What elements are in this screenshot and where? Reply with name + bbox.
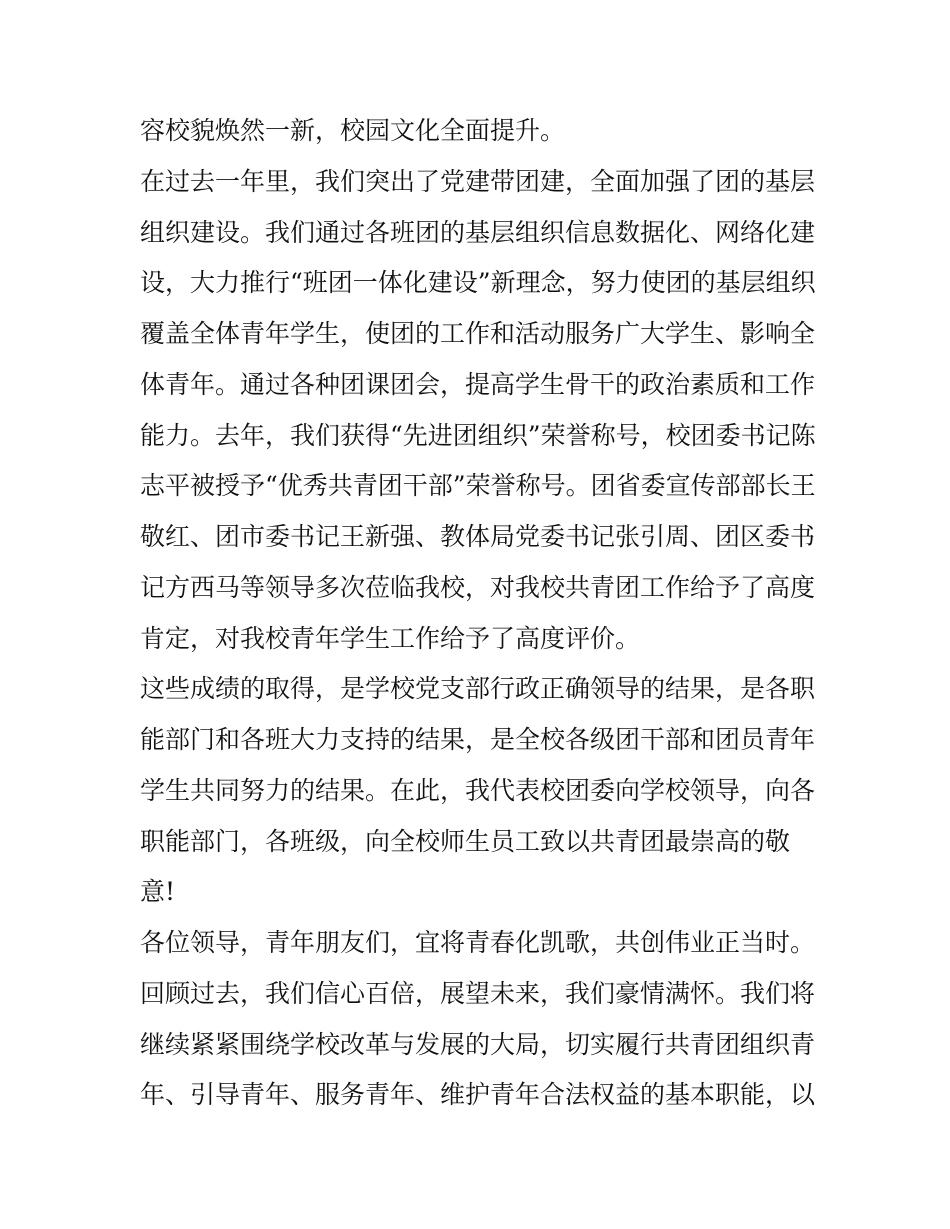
text-line: 各位领导，青年朋友们，宜将青春化凯歌，共创伟业正当时。 bbox=[140, 928, 816, 957]
text-line: 意! bbox=[140, 877, 176, 907]
text-line: 志平被授予“优秀共青团干部”荣誉称号。团省委宣传部部长王 bbox=[140, 471, 816, 501]
text-line: 设，大力推行“班团一体化建设”新理念，努力使团的基层组织 bbox=[140, 268, 816, 298]
text-line: 在过去一年里，我们突出了党建带团建，全面加强了团的基层 bbox=[140, 166, 816, 196]
text-line: 这些成绩的取得，是学校党支部行政正确领导的结果，是各职 bbox=[140, 674, 816, 704]
text-line: 体青年。通过各种团课团会，提高学生骨干的政治素质和工作 bbox=[140, 369, 816, 399]
text-line: 能力。去年，我们获得“先进团组织”荣誉称号，校团委书记陈 bbox=[140, 420, 816, 450]
text-line: 记方西马等领导多次莅临我校，对我校共青团工作给予了高度 bbox=[140, 572, 816, 602]
text-line: 职能部门，各班级，向全校师生员工致以共青团最崇高的敬 bbox=[140, 826, 791, 856]
text-line: 敬红、团市委书记王新强、教体局党委书记张引周、团区委书 bbox=[140, 522, 816, 551]
text-line: 年、引导青年、服务青年、维护青年合法权益的基本职能，以 bbox=[140, 1080, 816, 1110]
text-line: 学生共同努力的结果。在此，我代表校团委向学校领导，向各 bbox=[140, 775, 816, 805]
text-line: 能部门和各班大力支持的结果，是全校各级团干部和团员青年 bbox=[140, 725, 816, 754]
body-text bbox=[140, 106, 820, 1121]
text-line: 覆盖全体青年学生，使团的工作和活动服务广大学生、影响全 bbox=[140, 319, 816, 348]
text-line: 组织建设。我们通过各班团的基层组织信息数据化、网络化建 bbox=[140, 217, 816, 247]
text-line: 继续紧紧围绕学校改革与发展的大局，切实履行共青团组织青 bbox=[140, 1029, 816, 1059]
text-line: 回顾过去，我们信心百倍，展望未来，我们豪情满怀。我们将 bbox=[140, 978, 816, 1008]
text-line: 容校貌焕然一新，校园文化全面提升。 bbox=[140, 116, 566, 145]
text-line: 肯定，对我校青年学生工作给予了高度评价。 bbox=[140, 623, 641, 653]
